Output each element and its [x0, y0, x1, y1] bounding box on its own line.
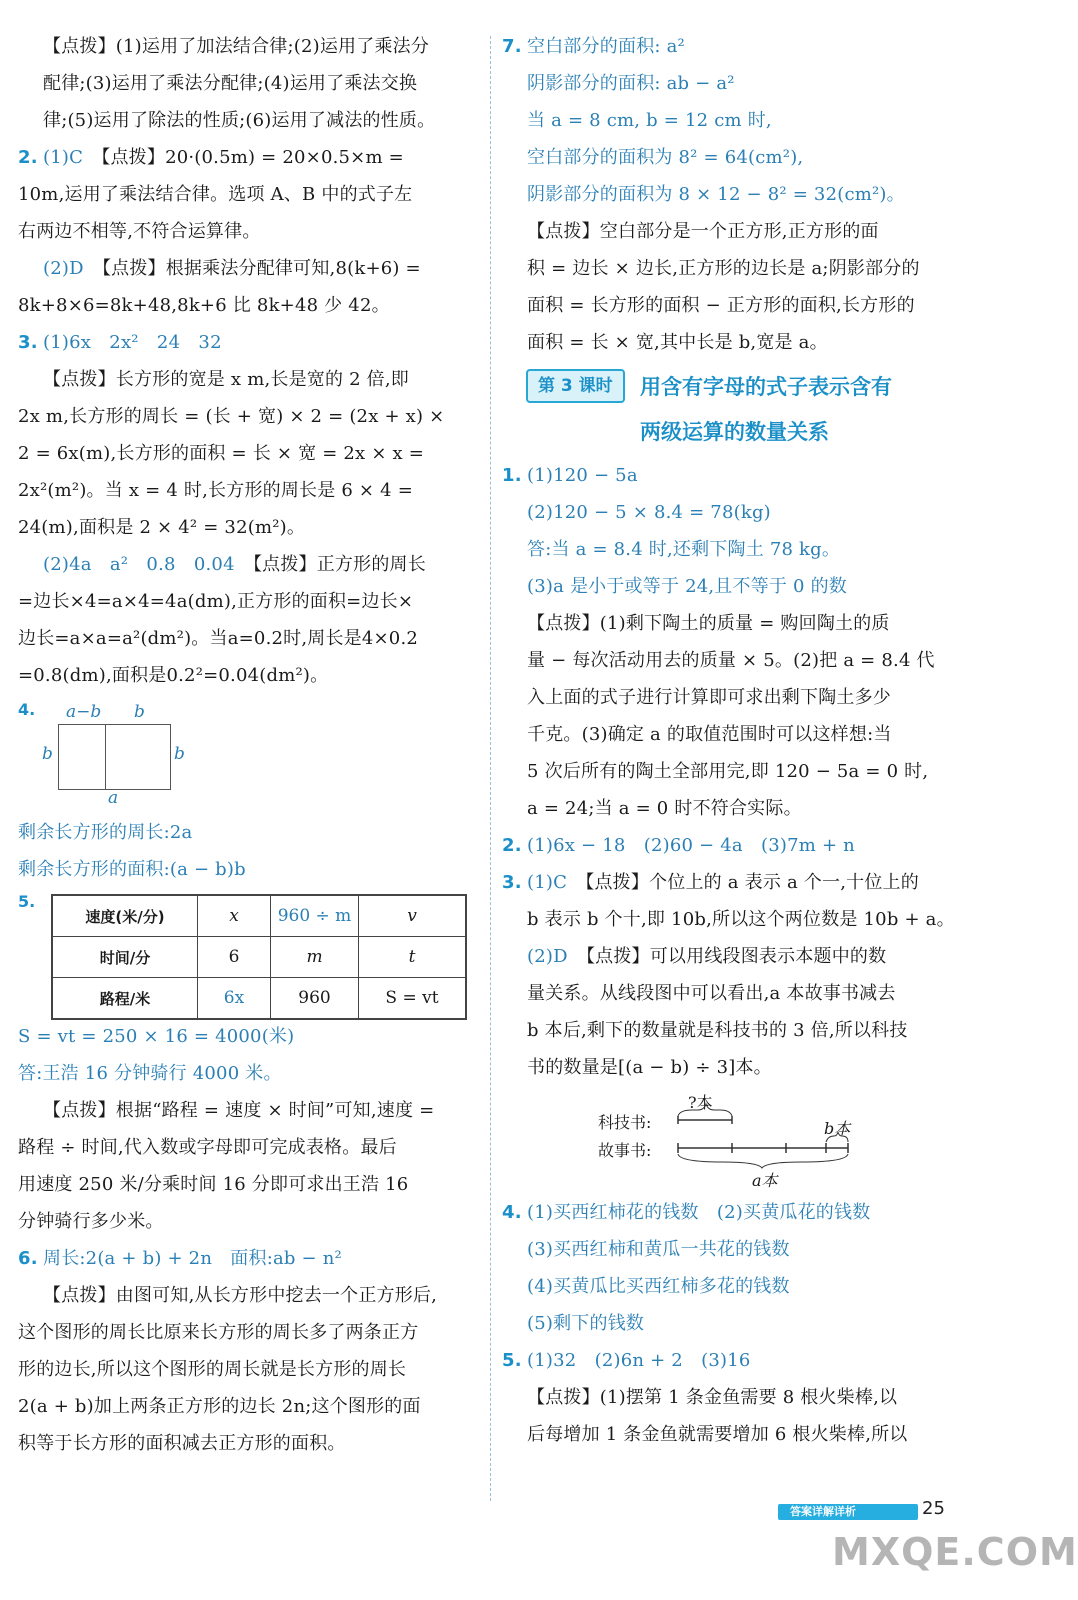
tip-line: 10m,运用了乘法结合律。选项 A、B 中的式子左 — [18, 184, 413, 205]
table-cell: 时间/分 — [52, 937, 198, 978]
lesson-title: 两级运算的数量关系 — [640, 420, 829, 444]
answer-line: (2)120 − 5 × 8.4 = 78(kg) — [527, 502, 771, 523]
tip-line: a = 24;当 a = 0 时不符合实际。 — [527, 798, 802, 819]
tip-line: 【点拨】由图可知,从长方形中挖去一个正方形后, — [43, 1285, 438, 1306]
answer-line: (5)剩下的钱数 — [527, 1313, 645, 1334]
lesson-badge: 第 3 课时 — [526, 369, 625, 403]
table-cell: 960 ÷ m — [271, 895, 359, 937]
watermark: MXQE.COM — [832, 1530, 1078, 1574]
tip-line: 形的边长,所以这个图形的周长就是长方形的周长 — [18, 1359, 407, 1380]
answer: (1)C — [527, 872, 568, 893]
tip-line: 【点拨】空白部分是一个正方形,正方形的面 — [527, 221, 879, 242]
question-7 — [502, 28, 980, 65]
diagram-label: 科技书: — [598, 1113, 652, 1132]
tip-line: 【点拨】根据“路程 = 速度 × 时间”可知,速度 = — [43, 1100, 435, 1121]
tip: 【点拨】根据乘法分配律可知,8(k+6) = — [101, 258, 421, 279]
brace-top — [678, 1104, 732, 1116]
table-cell: x — [198, 895, 271, 937]
tip-line: 用速度 250 米/分乘时间 16 分即可求出王浩 16 — [18, 1174, 409, 1195]
table-cell: v — [359, 895, 467, 937]
question-number: 2. — [18, 147, 38, 168]
lesson-title: 用含有字母的式子表示含有 — [640, 375, 892, 399]
r-question-3-part-2 — [502, 938, 980, 975]
r-question-1 — [502, 457, 980, 494]
question-number: 4. — [18, 700, 36, 719]
tip-line: 边长=a×a=a²(dm²)。当a=0.2时,周长是4×0.2 — [18, 628, 419, 649]
tip-line: 分钟骑行多少米。 — [18, 1211, 164, 1232]
question-2-part-2 — [18, 250, 478, 287]
answer-line: (3)a 是小于或等于 24,且不等于 0 的数 — [527, 576, 847, 597]
table-cell: S = vt — [359, 978, 467, 1020]
r-question-2 — [502, 827, 980, 864]
tip: 【点拨】20·(0.5m) = 20×0.5×m = — [101, 147, 404, 168]
tip-line: 【点拨】长方形的宽是 x m,长是宽的 2 倍,即 — [43, 369, 410, 390]
tip-line: 【点拨】(1)剩下陶土的质量 = 购回陶土的质 — [527, 613, 890, 634]
question-6 — [18, 1240, 478, 1277]
r-question-5 — [502, 1342, 980, 1379]
tip-line: 千克。(3)确定 a 的取值范围时可以这样想:当 — [527, 724, 892, 745]
tip-line: 面积 = 长方形的面积 − 正方形的面积,长方形的 — [527, 295, 915, 316]
question-number: 5. — [502, 1350, 522, 1371]
table-cell: 960 — [271, 978, 359, 1020]
table-cell: m — [271, 937, 359, 978]
tip-line: 书的数量是[(a − b) ÷ 3]本。 — [527, 1057, 772, 1078]
answer-line: 答:王浩 16 分钟骑行 4000 米。 — [18, 1063, 282, 1084]
tip-line: 【点拨】(1)运用了加法结合律;(2)运用了乘法分 — [43, 36, 430, 57]
answer-line: 当 a = 8 cm, b = 12 cm 时, — [527, 110, 772, 131]
table-cell: 速度(米/分) — [52, 895, 198, 937]
tip-line: =边长×4=a×4=4a(dm),正方形的面积=边长× — [18, 591, 414, 612]
answer-line: (4)买黄瓜比买西红柿多花的钱数 — [527, 1276, 790, 1297]
answer-line: 剩余长方形的面积:(a − b)b — [18, 859, 246, 880]
answer: (1)6x 2x² 24 32 — [43, 332, 222, 353]
question-3 — [18, 324, 478, 361]
left-column — [18, 28, 478, 1462]
brace-a — [678, 1154, 848, 1168]
answer: (1)买西红柿花的钱数 (2)买黄瓜花的钱数 — [527, 1202, 871, 1223]
figure-label: a — [108, 788, 119, 808]
answer: (1)120 − 5a — [527, 465, 638, 486]
tip-line: 量关系。从线段图中可以看出,a 本故事书减去 — [527, 983, 896, 1004]
segment-lines — [502, 1086, 980, 1194]
tip-line: 面积 = 长 × 宽,其中长是 b,宽是 a。 — [527, 332, 828, 353]
tip-line: 右两边不相等,不符合运算律。 — [18, 221, 261, 242]
page-footer — [778, 1500, 953, 1526]
tip-line: 2(a + b)加上两条正方形的边长 2n;这个图形的面 — [18, 1396, 421, 1417]
answer-line: (3)买西红柿和黄瓜一共花的钱数 — [527, 1239, 790, 1260]
answer-line: 阴影部分的面积: ab − a² — [527, 73, 735, 94]
tip-line: 【点拨】(1)摆第 1 条金鱼需要 8 根火柴棒,以 — [527, 1387, 898, 1408]
question-number: 3. — [18, 332, 38, 353]
diagram-label: a本 — [752, 1171, 778, 1190]
figure-label: b — [174, 744, 185, 764]
answer: (1)6x − 18 (2)60 − 4a (3)7m + n — [527, 835, 855, 856]
tip-line: 配律;(3)运用了乘法分配律;(4)运用了乘法交换 — [43, 73, 418, 94]
question-number: 5. — [18, 892, 36, 911]
tip-line: 积等于长方形的面积减去正方形的面积。 — [18, 1433, 346, 1454]
tip: 【点拨】正方形的周长 — [252, 554, 426, 575]
tip-line: b 本后,剩下的数量就是科技书的 3 倍,所以科技 — [527, 1020, 908, 1041]
tip-line: 5 次后所有的陶土全部用完,即 120 − 5a = 0 时, — [527, 761, 929, 782]
table-row — [52, 937, 466, 978]
tip-line: 积 = 边长 × 边长,正方形的边长是 a;阴影部分的 — [527, 258, 920, 279]
r-question-3 — [502, 864, 980, 901]
tip-line: 24(m),面积是 2 × 4² = 32(m²)。 — [18, 517, 306, 538]
answer: (1)32 (2)6n + 2 (3)16 — [527, 1350, 751, 1371]
figure-label: b — [42, 744, 53, 764]
line-segment-diagram — [502, 1086, 980, 1194]
brace-b — [826, 1132, 848, 1142]
diagram-label: b本 — [824, 1119, 851, 1138]
question-number: 4. — [502, 1202, 522, 1223]
footer-label: 答案详解详析 — [778, 1504, 918, 1520]
answer-line: 空白部分的面积为 8² = 64(cm²), — [527, 147, 804, 168]
column-divider — [490, 36, 491, 1501]
table-cell: t — [359, 937, 467, 978]
answer-line: 剩余长方形的周长:2a — [18, 822, 193, 843]
right-column — [502, 28, 980, 1453]
speed-time-distance-table — [51, 894, 467, 1020]
r-question-4 — [502, 1194, 980, 1231]
table-cell: 6x — [198, 978, 271, 1020]
answer: (2)D — [527, 946, 568, 967]
question-number: 7. — [502, 36, 522, 57]
question-number: 1. — [502, 465, 522, 486]
question-number: 2. — [502, 835, 522, 856]
diagram-label: 故事书: — [598, 1141, 652, 1160]
lesson-header — [502, 361, 980, 457]
question-4-figure — [18, 700, 478, 810]
tip-line: 2 = 6x(m),长方形的面积 = 长 × 宽 = 2x × x = — [18, 443, 425, 464]
tip-line: 2x²(m²)。当 x = 4 时,长方形的周长是 6 × 4 = — [18, 480, 413, 501]
answer: (1)C — [43, 147, 84, 168]
cut-square — [105, 724, 171, 790]
tip: 【点拨】个位上的 a 表示 a 个一,十位上的 — [585, 872, 919, 893]
question-2 — [18, 139, 478, 176]
answer-line: 答:当 a = 8.4 时,还剩下陶土 78 kg。 — [527, 539, 841, 560]
tip: 【点拨】可以用线段图表示本题中的数 — [585, 946, 887, 967]
answer: 空白部分的面积: a² — [527, 36, 685, 57]
tip-line: =0.8(dm),面积是0.2²=0.04(dm²)。 — [18, 665, 329, 686]
table-row — [52, 978, 466, 1020]
tip-line: b 表示 b 个十,即 10b,所以这个两位数是 10b + a。 — [527, 909, 955, 930]
table-cell: 6 — [198, 937, 271, 978]
answer-line: 阴影部分的面积为 8 × 12 − 8² = 32(cm²)。 — [527, 184, 905, 205]
answer: 周长:2(a + b) + 2n 面积:ab − n² — [43, 1248, 342, 1269]
tip-line: 路程 ÷ 时间,代入数或字母即可完成表格。最后 — [18, 1137, 397, 1158]
diagram-label: ?本 — [688, 1093, 713, 1112]
tip-line: 8k+8×6=8k+48,8k+6 比 8k+48 少 42。 — [18, 295, 390, 316]
tip-line: 后每增加 1 条金鱼就需要增加 6 根火柴棒,所以 — [527, 1424, 908, 1445]
tip-line: 律;(5)运用了除法的性质;(6)运用了减法的性质。 — [43, 110, 436, 131]
tip-line: 这个图形的周长比原来长方形的周长多了两条正方 — [18, 1322, 419, 1343]
answer: (2)D — [43, 258, 84, 279]
question-number: 3. — [502, 872, 522, 893]
question-5-table-block — [18, 890, 478, 1018]
tip-line: 入上面的式子进行计算即可求出剩下陶土多少 — [527, 687, 891, 708]
figure-label: a−b — [66, 702, 102, 722]
figure-label: b — [134, 702, 145, 722]
tip-line: 2x m,长方形的周长 = (长 + 宽) × 2 = (2x + x) × — [18, 406, 445, 427]
question-3-part-2 — [18, 546, 478, 583]
table-row — [52, 895, 466, 937]
table-cell: 路程/米 — [52, 978, 198, 1020]
answer: (2)4a a² 0.8 0.04 — [43, 554, 235, 575]
tip-line: 量 − 每次活动用去的质量 × 5。(2)把 a = 8.4 代 — [527, 650, 935, 671]
page-number: 25 — [922, 1498, 945, 1519]
remaining-rectangle — [58, 724, 106, 790]
answer-line: S = vt = 250 × 16 = 4000(米) — [18, 1026, 295, 1047]
question-number: 6. — [18, 1248, 38, 1269]
